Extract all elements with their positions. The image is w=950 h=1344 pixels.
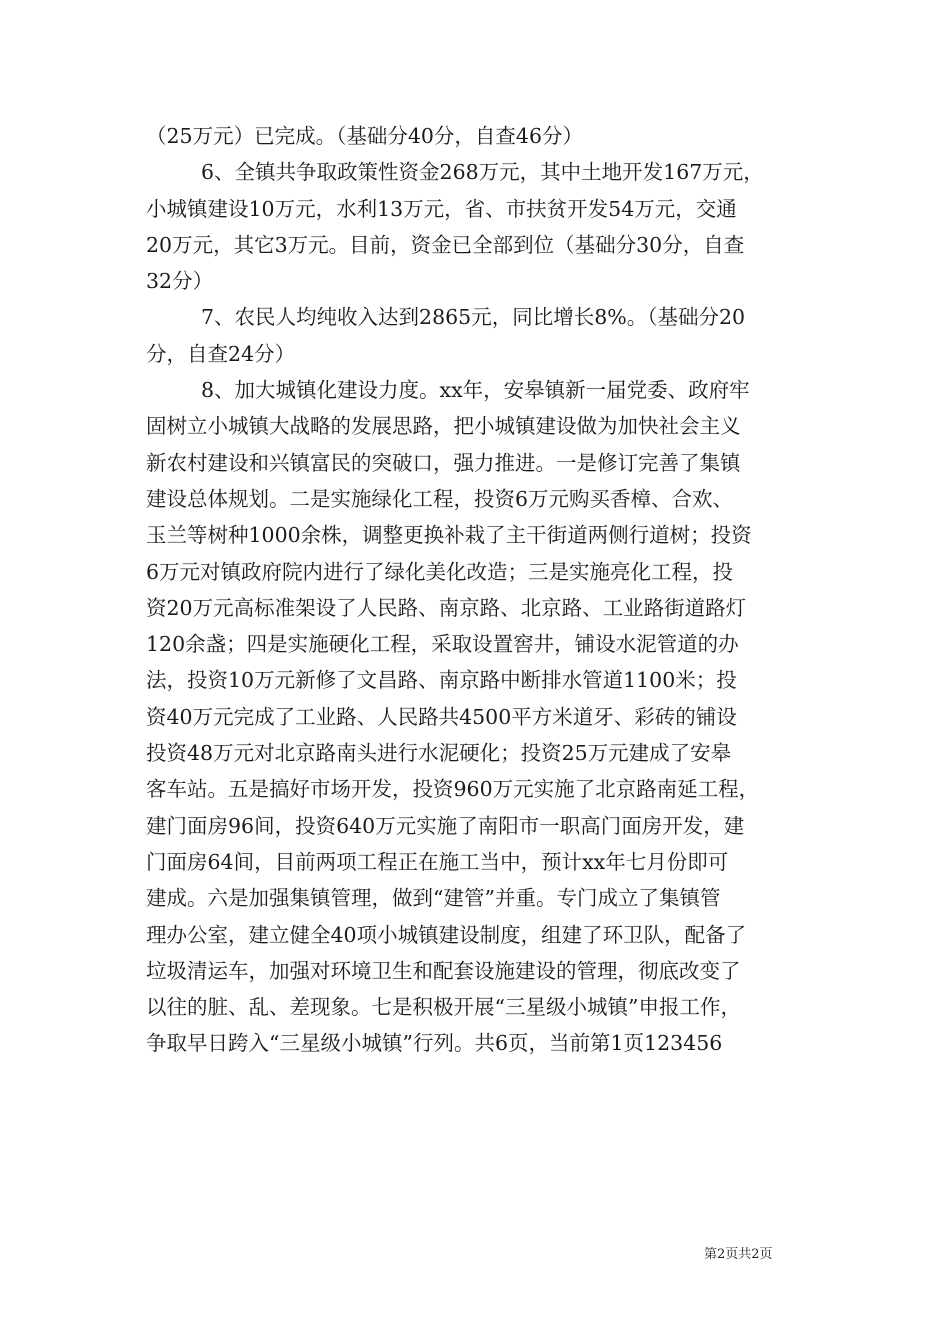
text-line: 法，投资10万元新修了文昌路、南京路中断排水管道1100米；投: [146, 668, 737, 693]
text-line: 垃圾清运车，加强对环境卫生和配套设施建设的管理，彻底改变了: [146, 958, 741, 983]
body-text: [146, 118, 816, 1062]
text-line: 资40万元完成了工业路、人民路共4500平方米道牙、彩砖的铺设: [146, 704, 737, 729]
text-line: （25万元）已完成。（基础分40分，自查46分）: [146, 124, 584, 148]
text-line: 客车站。五是搞好市场开发，投资960万元实施了北京路南延工程，: [146, 777, 760, 802]
text-line: 资20万元高标准架设了人民路、南京路、北京路、工业路街道路灯: [146, 595, 747, 620]
text-line: 以往的脏、乱、差现象。七是积极开展“三星级小城镇”申报工作，: [146, 995, 741, 1020]
text-line: 小城镇建设10万元，水利13万元，省、市扶贫开发54万元，交通: [146, 196, 737, 221]
text-line: 投资48万元对北京路南头进行水泥硬化；投资25万元建成了安皋: [146, 741, 732, 766]
text-line: 理办公室，建立健全40项小城镇建设制度，组建了环卫队，配备了: [146, 922, 747, 947]
text-line: 争取早日跨入“三星级小城镇”行列。共6页，当前第1页123456: [146, 1031, 723, 1056]
text-line: 玉兰等树种1000余株，调整更换补栽了主干街道两侧行道树；投资: [146, 523, 752, 548]
page-footer: 第2页共2页: [704, 1247, 773, 1262]
text-line: 建设总体规划。二是实施绿化工程，投资6万元购买香樟、合欢、: [146, 486, 734, 511]
text-line: 6、全镇共争取政策性资金268万元，其中土地开发167万元，: [201, 160, 764, 185]
text-line: 120余盏；四是实施硬化工程，采取设置窖井，铺设水泥管道的办: [146, 632, 739, 657]
text-line: 分，自查24分）: [146, 341, 296, 366]
text-line: 建门面房96间，投资640万元实施了南阳市一职高门面房开发，建: [146, 813, 745, 838]
text-line: 固树立小城镇大战略的发展思路，把小城镇建设做为加快社会主义: [146, 414, 741, 439]
text-line: 32分）: [146, 269, 214, 294]
text-line: 7、农民人均纯收入达到2865元，同比增长8%。（基础分20: [201, 305, 746, 330]
text-line: 建成。六是加强集镇管理，做到“建管”并重。专门成立了集镇管: [146, 886, 721, 911]
text-line: 8、加大城镇化建设力度。xx年，安皋镇新一届党委、政府牢: [201, 378, 750, 403]
text-line: 新农村建设和兴镇富民的突破口，强力推进。一是修订完善了集镇: [146, 450, 741, 475]
text-line: 20万元，其它3万元。目前，资金已全部到位（基础分30分，自查: [146, 232, 745, 257]
text-line: 6万元对镇政府院内进行了绿化美化改造；三是实施亮化工程，投: [146, 559, 734, 584]
text-line: 门面房64间，目前两项工程正在施工当中，预计xx年七月份即可: [146, 849, 729, 874]
